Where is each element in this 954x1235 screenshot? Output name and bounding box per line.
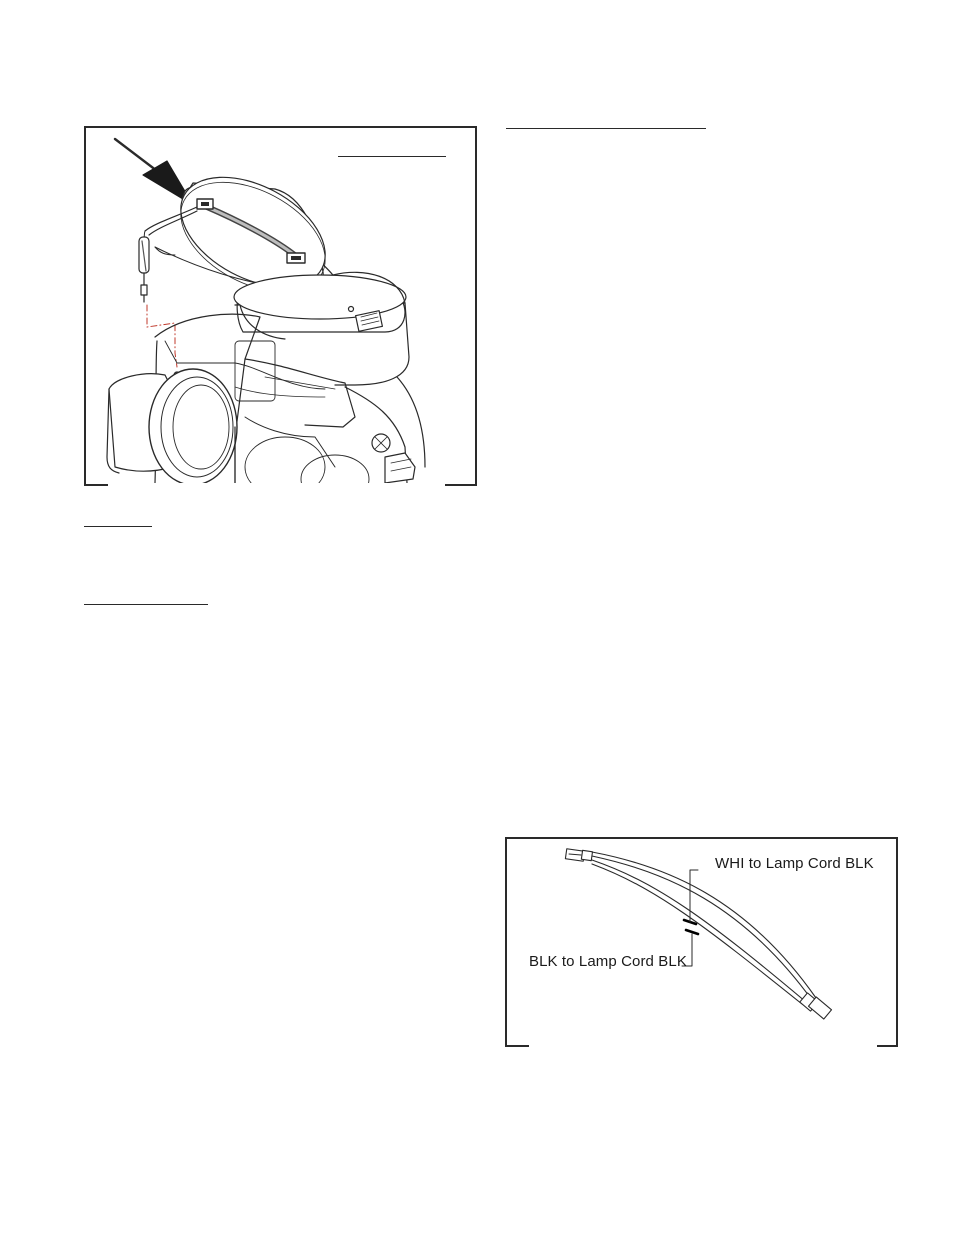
pointer-arrow [115, 139, 193, 205]
black-wire-marker [686, 930, 698, 934]
cabinet-top [234, 272, 409, 385]
heading-rule-1 [84, 526, 152, 527]
right-connector [800, 993, 832, 1019]
dispenser-illustration [85, 127, 476, 483]
left-connector [565, 849, 592, 861]
label-white-wire: WHI to Lamp Cord BLK [715, 855, 874, 872]
figure-wiring [505, 837, 898, 1047]
dispenser-body [107, 369, 425, 483]
heading-rule-2 [84, 604, 208, 605]
side-grille [372, 434, 415, 483]
label-black-wire: BLK to Lamp Cord BLK [529, 953, 687, 970]
section-heading-rule [506, 128, 706, 129]
figure-top [84, 126, 477, 486]
